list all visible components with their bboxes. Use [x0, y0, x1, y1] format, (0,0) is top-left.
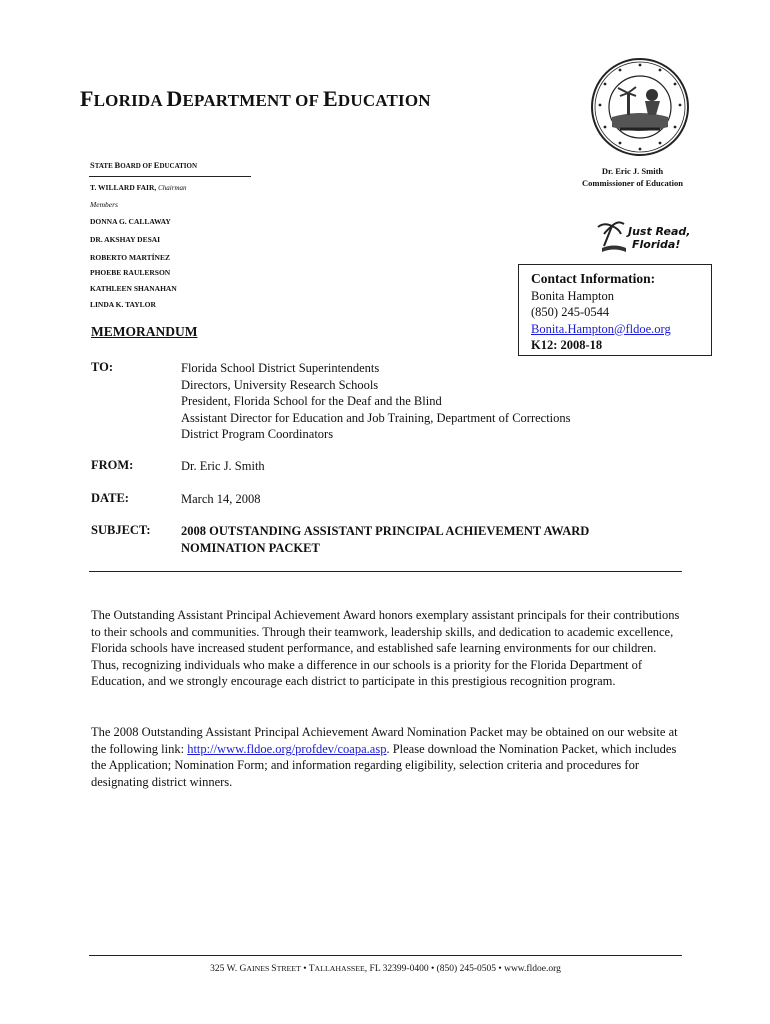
state-seal-logo — [590, 57, 690, 157]
recipient-line: Florida School District Superintendents — [181, 361, 380, 375]
commissioner-title: Commissioner of Education — [582, 178, 683, 188]
board-member: ROBERTO MARTÍNEZ — [90, 253, 170, 262]
recipient-line: President, Florida School for the Deaf and the Blind — [181, 394, 442, 408]
subject-value — [181, 523, 589, 556]
body-paragraph-1: The Outstanding Assistant Principal Achievement Award honors exemplary assistant principals for their contributions to their schools and communities. Through their teamwork, leadership skills, and dedication to academic excellence, Florida schools have increased student performance, and established safe learning environments for our children. Thus, recognizing individuals who make a difference in our schools is a priority for the Florida Department of Education, and we strongly encourage each district to participate in this prestigious recognition program. — [91, 608, 680, 688]
to-label: TO: — [91, 360, 113, 374]
footer-address: 325 W. GAINES STREET • TALLAHASSEE, FL 32399-0400 • (850) 245-0505 • www.fldoe.org — [210, 964, 561, 974]
contact-heading: Contact Information: — [531, 271, 656, 286]
commissioner-name: Dr. Eric J. Smith — [601, 166, 664, 176]
commissioner-block — [560, 165, 705, 189]
from-value: Dr. Eric J. Smith — [181, 459, 265, 473]
body-paragraph-2: The 2008 Outstanding Assistant Principal Achievement Award Nomination Packet may be obtained on our website at the following link: http://www.fldoe.org/profdev/coapa.asp. Please download the Nomination Packet, which includes the Application; Nomination Form; and information regarding eligibility, selection criteria and procedures for designating district winners. — [91, 725, 678, 789]
board-member: PHOEBE RAULERSON — [90, 268, 171, 277]
subject-line: 2008 OUTSTANDING ASSISTANT PRINCIPAL ACHIEVEMENT AWARD — [181, 524, 590, 538]
board-member: DR. AKSHAY DESAI — [90, 235, 161, 244]
footer-divider — [89, 955, 682, 956]
recipient-line: District Program Coordinators — [181, 427, 334, 441]
department-title: FLORIDA DEPARTMENT OF EDUCATION — [80, 86, 431, 111]
date-label: DATE: — [91, 491, 129, 505]
contact-name: Bonita Hampton — [531, 288, 614, 303]
board-member: DONNA G. CALLAWAY — [90, 217, 171, 226]
logo-line1: Just Read, — [628, 225, 691, 238]
contact-email-link[interactable]: Bonita.Hampton@fldoe.org — [531, 321, 671, 336]
to-recipients — [181, 360, 571, 443]
packet-download-link[interactable]: http://www.fldoe.org/profdev/coapa.asp — [187, 741, 387, 756]
k12-number: K12: 2008-18 — [531, 338, 603, 352]
just-read-florida-logo — [592, 218, 692, 258]
board-chairman: T. WILLARD FAIR, Chairman — [90, 183, 187, 192]
subject-line: NOMINATION PACKET — [181, 540, 320, 555]
subject-label: SUBJECT: — [91, 523, 151, 537]
date-value: March 14, 2008 — [181, 492, 261, 506]
members-label: Members — [90, 200, 118, 209]
memo-header-divider — [89, 571, 682, 572]
board-member: KATHLEEN SHANAHAN — [90, 284, 177, 293]
from-label: FROM: — [91, 458, 134, 472]
memorandum-title: MEMORANDUM — [91, 324, 198, 339]
board-member: LINDA K. TAYLOR — [90, 300, 156, 309]
board-title: STATE BOARD OF EDUCATION — [90, 160, 198, 170]
logo-line2: Florida! — [632, 238, 681, 251]
recipient-line: Assistant Director for Education and Job Training, Department of Corrections — [181, 410, 571, 425]
recipient-line: Directors, University Research Schools — [181, 377, 379, 392]
contact-phone: (850) 245-0544 — [531, 305, 610, 319]
contact-information-box — [518, 264, 712, 356]
board-divider — [89, 176, 251, 177]
